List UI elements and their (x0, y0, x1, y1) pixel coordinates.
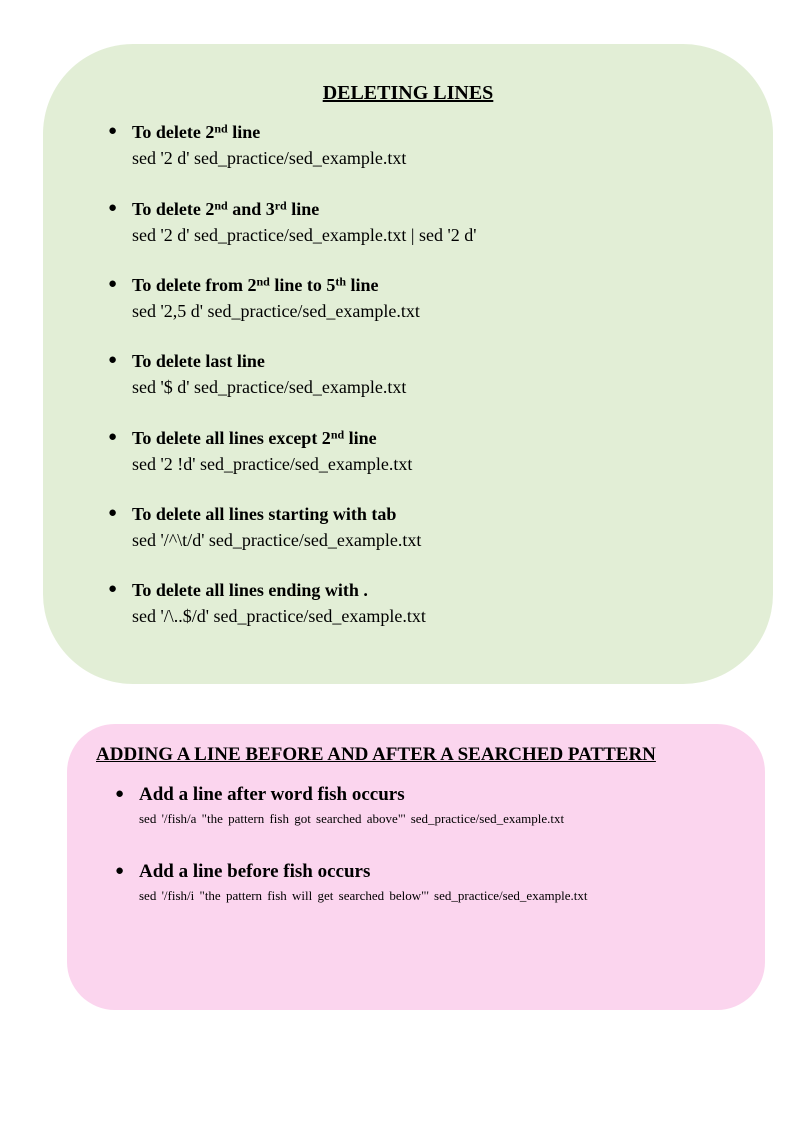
bullet-icon: ● (108, 352, 118, 368)
item-command: sed '2 d' sed_practice/sed_example.txt (132, 148, 407, 168)
bullet-icon: ● (108, 123, 118, 139)
deleting-lines-card (43, 44, 773, 684)
item-command: sed '2 !d' sed_practice/sed_example.txt (132, 454, 413, 474)
item-command: sed '/^\t/d' sed_practice/sed_example.txt (132, 530, 422, 550)
item-title: To delete all lines except 2nd line (132, 427, 377, 448)
item-command: sed '2,5 d' sed_practice/sed_example.txt (132, 301, 420, 321)
bullet-icon: ● (115, 786, 125, 802)
item-command: sed '/fish/a "the pattern fish got searched above"' sed_practice/sed_example.txt (139, 811, 565, 826)
bullet-icon: ● (108, 505, 118, 521)
item-title: Add a line after word fish occurs (139, 784, 405, 805)
item-title: To delete from 2nd line to 5th line (132, 274, 379, 295)
item-command: sed '$ d' sed_practice/sed_example.txt (132, 377, 407, 397)
item-title: To delete all lines ending with . (132, 580, 368, 600)
bullet-icon: ● (108, 581, 118, 597)
item-title: Add a line before fish occurs (139, 861, 371, 882)
bullet-icon: ● (108, 429, 118, 445)
deleting-lines-heading: DELETING LINES (322, 82, 494, 104)
adding-line-card (67, 724, 765, 1010)
item-title: To delete last line (132, 351, 265, 371)
bullet-icon: ● (115, 863, 125, 879)
item-title: To delete 2nd and 3rd line (132, 198, 320, 219)
bullet-icon: ● (108, 200, 118, 216)
item-command: sed '2 d' sed_practice/sed_example.txt | sed '2 d' (132, 225, 477, 245)
adding-line-heading: ADDING A LINE BEFORE AND AFTER A SEARCHED PATTERN (96, 744, 656, 765)
bullet-icon: ● (108, 276, 118, 292)
item-command: sed '/\..$/d' sed_practice/sed_example.txt (132, 606, 426, 626)
item-title: To delete all lines starting with tab (132, 504, 397, 524)
item-title: To delete 2nd line (132, 121, 261, 142)
item-command: sed '/fish/i "the pattern fish will get searched below"' sed_practice/sed_example.txt (139, 888, 588, 903)
